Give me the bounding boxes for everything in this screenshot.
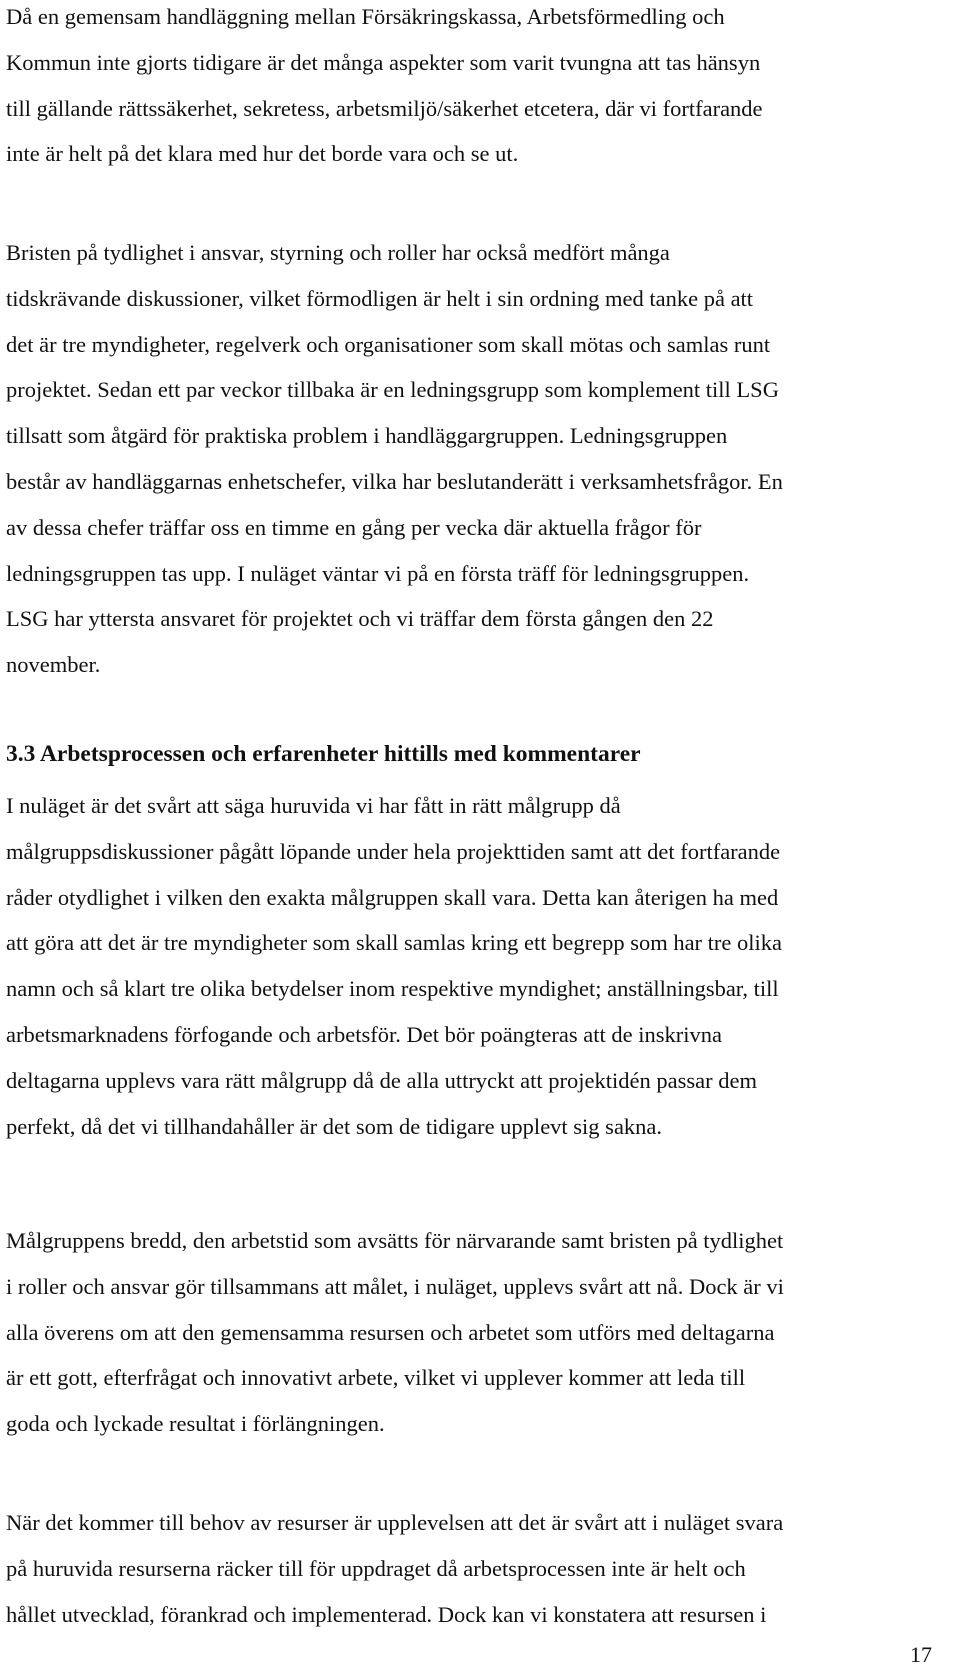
- paragraph-malgrupp: [6, 783, 782, 1149]
- section-heading: 3.3 Arbetsprocessen och erfarenheter hittills med kommentarer: [6, 741, 641, 767]
- text-line: inte är helt på det klara med hur det borde vara och se ut.: [6, 141, 519, 167]
- text-line: består av handläggarnas enhetschefer, vilka har beslutanderätt i verksamhetsfrågor. En: [6, 468, 783, 494]
- paragraph-malgruppens-bredd: [6, 1218, 784, 1447]
- text-line: av dessa chefer träffar oss en timme en gång per vecka där aktuella frågor för: [6, 514, 702, 540]
- text-line: är ett gott, efterfrågat och innovativt arbete, vilket vi upplever kommer att leda till: [6, 1365, 746, 1391]
- text-line: perfekt, då det vi tillhandahåller är det som de tidigare upplevt sig sakna.: [6, 1113, 663, 1139]
- text-line: tidskrävande diskussioner, vilket förmodligen är helt i sin ordning med tanke på att: [6, 285, 754, 311]
- text-line: deltagarna upplevs vara rätt målgrupp då de alla uttryckt att projektidén passar dem: [6, 1067, 757, 1093]
- text-line: på huruvida resurserna räcker till för uppdraget då arbetsprocessen inte är helt och: [6, 1555, 746, 1581]
- text-line: november.: [6, 652, 101, 678]
- text-line: LSG har yttersta ansvaret för projektet och vi träffar dem första gången den 22: [6, 606, 714, 632]
- paragraph-resurser: [6, 1500, 783, 1637]
- text-line: det är tre myndigheter, regelverk och organisationer som skall mötas och samlas runt: [6, 331, 771, 357]
- text-line: arbetsmarknadens förfogande och arbetsför. Det bör poängteras att de inskrivna: [6, 1021, 722, 1047]
- text-line: att göra att det är tre myndigheter som skall samlas kring ett begrepp som har tre olika: [6, 930, 783, 956]
- text-line: i roller och ansvar gör tillsammans att målet, i nuläget, upplevs svårt att nå. Dock är vi: [6, 1273, 784, 1299]
- text-line: hållet utvecklad, förankrad och implementerad. Dock kan vi konstatera att resursen i: [6, 1601, 767, 1627]
- text-line: Bristen på tydlighet i ansvar, styrning och roller har också medfört många: [6, 240, 670, 265]
- text-line: Kommun inte gjorts tidigare är det många aspekter som varit tvungna att tas hänsyn: [6, 49, 761, 75]
- text-line: namn och så klart tre olika betydelser inom respektive myndighet; anställningsbar, till: [6, 976, 779, 1002]
- text-line: till gällande rättssäkerhet, sekretess, arbetsmiljö/säkerhet etcetera, där vi fortfarande: [6, 95, 763, 121]
- text-line: Målgruppens bredd, den arbetstid som avsätts för närvarande samt bristen på tydlighet: [6, 1228, 784, 1253]
- text-line: alla överens om att den gemensamma resursen och arbetet som utförs med deltagarna: [6, 1319, 775, 1345]
- text-line: tillsatt som åtgärd för praktiska problem i handläggargruppen. Ledningsgruppen: [6, 423, 728, 449]
- text-line: ledningsgruppen tas upp. I nuläget väntar vi på en första träff för ledningsgruppen.: [6, 560, 750, 586]
- text-line: När det kommer till behov av resurser är upplevelsen att det är svårt att i nuläget svara: [6, 1510, 784, 1535]
- text-line: goda och lyckade resultat i förlängningen.: [6, 1411, 385, 1437]
- paragraph-handlaggning: [6, 0, 763, 177]
- text-line: målgruppsdiskussioner pågått löpande under hela projekttiden samt att det fortfarande: [6, 838, 781, 864]
- text-line: Då en gemensam handläggning mellan Försäkringskassa, Arbetsförmedling och: [6, 4, 725, 29]
- text-line: råder otydlighet i vilken den exakta målgruppen skall vara. Detta kan återigen ha med: [6, 884, 779, 910]
- page-number: 17: [910, 1642, 932, 1667]
- text-line: projektet. Sedan ett par veckor tillbaka är en ledningsgrupp som komplement till LSG: [6, 377, 779, 403]
- paragraph-tydlighet: [6, 230, 783, 688]
- text-line: I nuläget är det svårt att säga huruvida vi har fått in rätt målgrupp då: [6, 793, 621, 818]
